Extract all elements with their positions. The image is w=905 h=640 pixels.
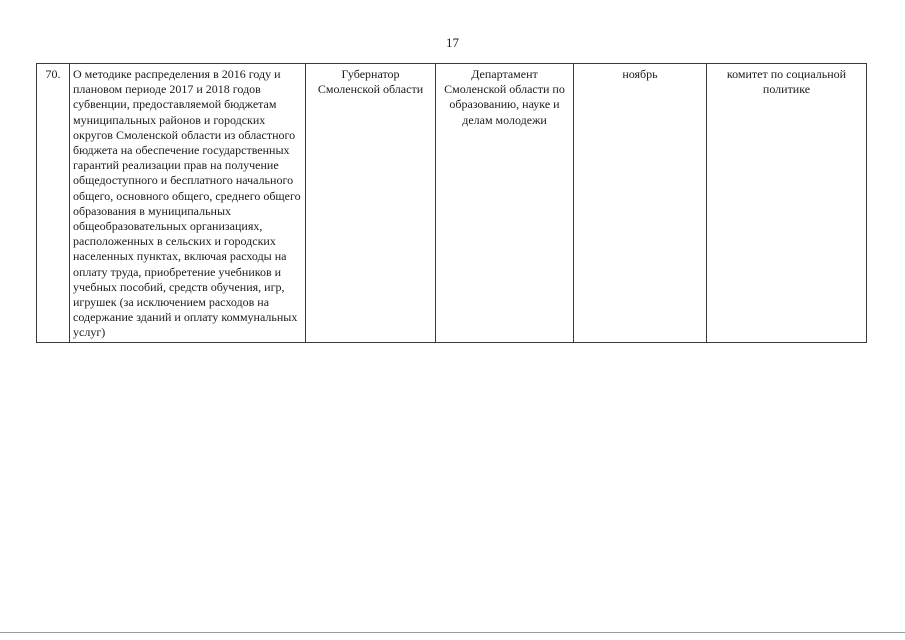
month-cell: ноябрь [574, 64, 707, 343]
table-row [37, 64, 867, 343]
department-cell: Департамент Смоленской области по образованию, науке и делам молодежи [436, 64, 574, 343]
responsible-cell: Губернатор Смоленской области [306, 64, 436, 343]
row-number-cell: 70. [37, 64, 70, 343]
page-number: 17 [446, 35, 459, 50]
bottom-divider [0, 632, 905, 633]
committee-cell: комитет по социальной политике [707, 64, 867, 343]
row-title-cell: О методике распределения в 2016 году и плановом периоде 2017 и 2018 годов субвенции, предоставляемой бюджетам муниципальных районов и городских округов Смоленской области из областного бюджета на обеспечение государственных гарантий реализации прав на получение общедоступного и бесплатного начального общего, основного общего, среднего общего образования в муниципальных общеобразовательных организациях, расположенных в сельских и городских населенных пунктах, включая расходы на оплату труда, приобретение учебников и учебных пособий, средств обучения, игр, игрушек (за исключением расходов на содержание зданий и оплату коммунальных услуг) [70, 64, 306, 343]
document-table [36, 63, 867, 343]
